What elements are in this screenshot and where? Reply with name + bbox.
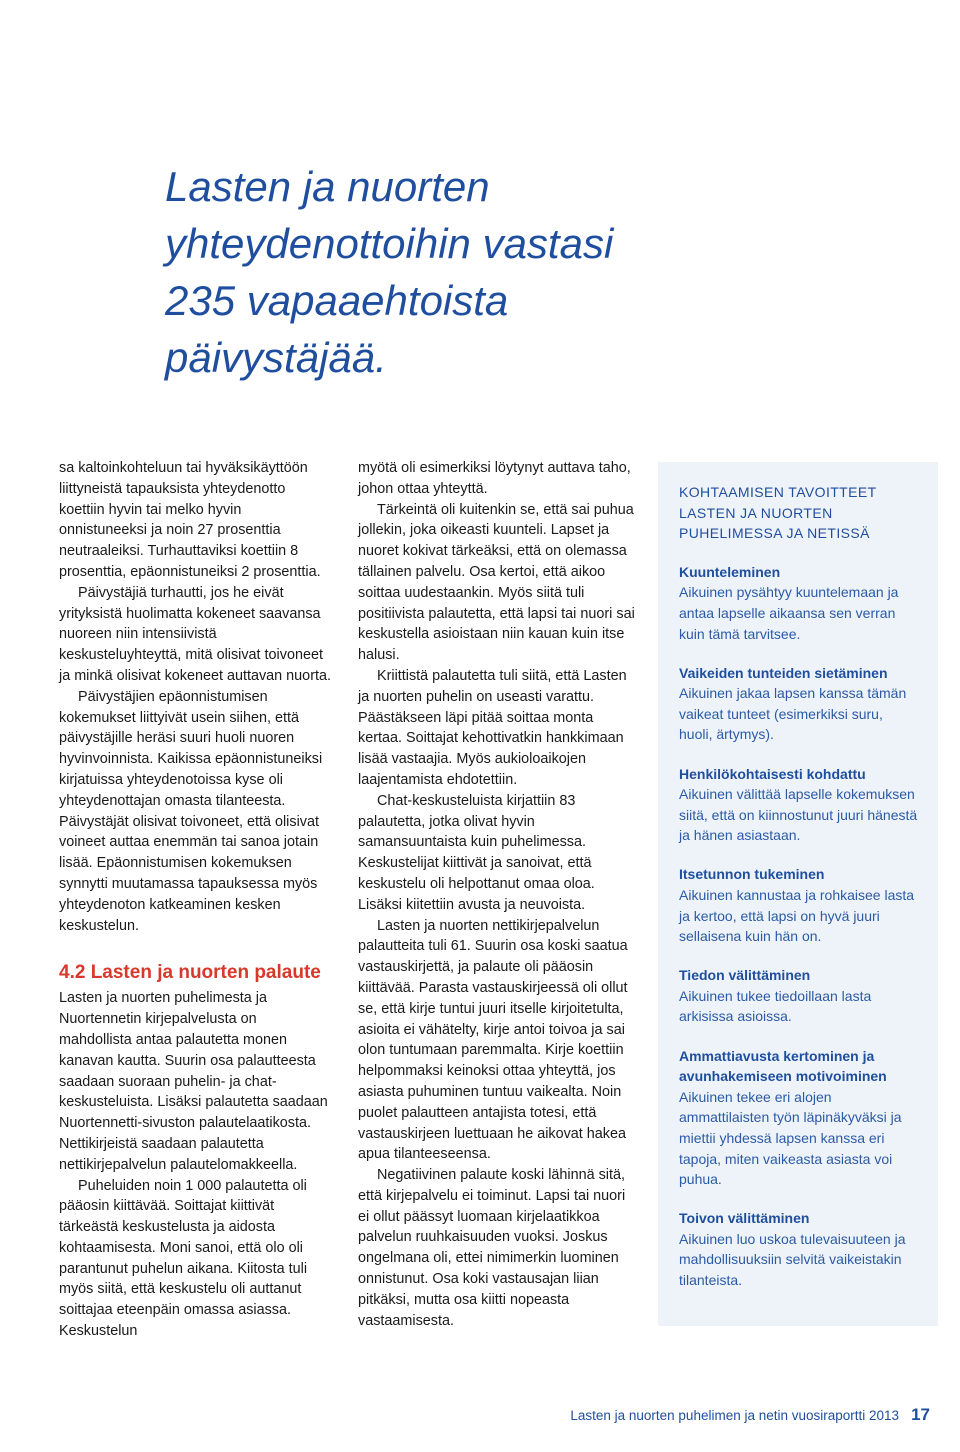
page-number: 17 bbox=[911, 1405, 930, 1424]
paragraph: Lasten ja nuorten nettikirjepalvelun palautteita tuli 61. Suurin osa koski saatua vastauskirjettä, ja palaute oli pääosin kiittävää. Parasta vastauskirjeessä oli ollut se, että kirje tuntui juuri itselle kirjoitetulta, asioita ei vähätelty, kirje antoi toivoa ja sai olon tuntumaan paremmalta. Kirje koettiin helpommaksi keinoksi ottaa yhteyttä, jos asiasta puhuminen tuntuu vaikealta. Noin puolet palautteen antajista totesi, että vastauskirjeen luettuaan he aikovat hakea apua tilanteeseensa. bbox=[358, 917, 628, 1163]
paragraph: Päivystäjien epäonnistumisen kokemukset liittyivät usein siihen, että päivystäjille heräsi suuri huoli nuoren hyvinvoinnista. Kaikissa epäonnistuneiksi kirjatuissa yhteydenotoissa kyse oli yhteydenottajan omasta tilanteesta. Päivystäjät olisivat toivoneet, että olisivat voineet auttaa enemmän tai sanoa jotain lisää. Epäonnistumisen kokemuksen synnytti muutamassa tapauksessa myös yhteydenoton katkeaminen kesken keskustelun. bbox=[59, 688, 323, 934]
sidebar-item-self-esteem bbox=[679, 864, 920, 946]
sidebar-title-line: PUHELIMESSA JA NETISSÄ bbox=[679, 525, 870, 542]
text-column-1 bbox=[59, 458, 331, 1342]
pull-quote bbox=[165, 158, 725, 386]
sidebar-item-heading: Itsetunnon tukeminen bbox=[679, 866, 825, 883]
sidebar-item-text: Aikuinen tukee tiedoillaan lasta arkisissa asioissa. bbox=[679, 987, 872, 1025]
sidebar-item-heading: Kuunteleminen bbox=[679, 563, 781, 580]
paragraph: sa kaltoinkohteluun tai hyväksikäyttöön liittyneistä tapauksista yhteydenotto koettiin hyvin tai melko hyvin onnistuneeksi ja noin 27 prosenttia neutraaleiksi. Turhauttaviksi koettiin 8 prosenttia, epäonnistuneiksi 2 prosenttia. bbox=[59, 460, 321, 580]
paragraph: Kriittistä palautetta tuli siitä, että Lasten ja nuorten puhelin on useasti varattu. Päästäkseen läpi pitää soittaa monta kertaa. Soittajat kehottivatkin hankkimaan lisää vastaajia. Myös aukioloaikojen laajentamista ehdotettiin. bbox=[358, 667, 627, 788]
sidebar-item-emotions bbox=[679, 663, 920, 745]
sidebar-title bbox=[679, 482, 920, 544]
section-heading: 4.2 Lasten ja nuorten palaute bbox=[59, 962, 321, 984]
page-footer bbox=[570, 1405, 930, 1425]
sidebar-item-text: Aikuinen pysähtyy kuuntelemaan ja antaa lapselle aikaansa sen verran kuin tämä tarvitsee. bbox=[679, 584, 899, 642]
sidebar-item-personal bbox=[679, 764, 920, 846]
sidebar-item-text: Aikuinen välittää lapselle kokemuksen siitä, että on kiinnostunut juuri hänestä ja hänen asiastaan. bbox=[679, 786, 918, 844]
sidebar-item-heading: Henkilökohtaisesti kohdattu bbox=[679, 765, 866, 782]
sidebar-title-line: KOHTAAMISEN TAVOITTEET bbox=[679, 484, 877, 500]
pull-quote-line: Lasten ja nuorten bbox=[165, 163, 490, 210]
paragraph: myötä oli esimerkiksi löytynyt auttava taho, johon ottaa yhteyttä. bbox=[358, 460, 631, 497]
sidebar-item-text: Aikuinen kannustaa ja rohkaisee lasta ja kertoo, että lapsi on hyvä juuri sellaisena kuin hän on. bbox=[679, 887, 915, 945]
paragraph: Puheluiden noin 1 000 palautetta oli pääosin kiittävää. Soittajat kiittivät tärkeästä keskustelusta ja aidosta kohtaamisesta. Moni sanoi, että olo oli parantunut puhelun aikana. Kiitosta tuli myös siitä, että keskustelu oli auttanut soittajaa eteenpäin omassa asiassa. Keskustelun bbox=[59, 1177, 308, 1340]
sidebar-item-heading: Toivon välittäminen bbox=[679, 1210, 810, 1227]
sidebar-item-information bbox=[679, 965, 920, 1027]
sidebar-item-heading: Ammattiavusta kertominen ja avunhakemiseen motivoiminen bbox=[679, 1047, 887, 1085]
paragraph: Tärkeintä oli kuitenkin se, että sai puhua jollekin, joka oikeasti kuunteli. Lapset ja nuoret kokivat tärkeäksi, että on olemassa tällainen palvelu. Osa kertoi, että aikoo soittaa uudestaankin. Myös siitä tuli positiivista palautetta, että lapsi tai nuori sai keskustella asioistaan niin kauan kuin itse halusi. bbox=[358, 501, 635, 664]
sidebar-title-line: LASTEN JA NUORTEN bbox=[679, 504, 833, 521]
sidebar-item-listening bbox=[679, 562, 920, 644]
paragraph: Lasten ja nuorten puhelimesta ja Nuortennetin kirjepalvelusta on mahdollista antaa palautetta monen kanavan kautta. Suurin osa palautteesta saadaan suoraan puhelin- ja chat-keskusteluista. Lisäksi palautetta saadaan Nuortennetti-sivuston palautelaatikosta. Nettikirjeistä saadaan palautetta nettikirjepalvelun palautelomakkeella. bbox=[59, 990, 328, 1173]
pull-quote-line: 235 vapaaehtoista bbox=[165, 277, 509, 324]
sidebar-item-heading: Vaikeiden tunteiden sietäminen bbox=[679, 664, 888, 681]
footer-text: Lasten ja nuorten puhelimen ja netin vuosiraportti 2013 bbox=[570, 1408, 900, 1423]
sidebar-item-hope bbox=[679, 1208, 920, 1290]
sidebar-item-text: Aikuinen tekee eri alojen ammattilaisten työn läpinäkyväksi ja miettii yhdessä lapsen kanssa eri tapoja, miten vaikeasta asiasta voi puhua. bbox=[679, 1088, 902, 1188]
pull-quote-line: päivystäjää. bbox=[165, 334, 387, 381]
sidebar-box bbox=[658, 462, 938, 1326]
paragraph: Chat-keskusteluista kirjattiin 83 palautetta, jotka olivat hyvin samansuuntaista kuin puhelimessa. Keskustelijat kiittivät ja sanoivat, että keskustelu oli helpottanut omaa oloa. Lisäksi kiitettiin avusta ja neuvoista. bbox=[358, 792, 595, 913]
sidebar-item-text: Aikuinen luo uskoa tulevaisuuteen ja mahdollisuuksiin selvitä vaikeistakin tilanteista. bbox=[679, 1230, 906, 1288]
sidebar-item-text: Aikuinen jakaa lapsen kanssa tämän vaikeat tunteet (esimerkiksi suru, huoli, ärtymys). bbox=[679, 685, 907, 743]
text-column-2 bbox=[358, 458, 640, 1331]
paragraph: Päivystäjiä turhautti, jos he eivät yrityksistä huolimatta kokeneet saavansa nuoreen niin intensiivistä keskusteluyhteyttä, mitä olisivat toivoneet ja minkä olisivat kokeneet auttavan nuorta. bbox=[59, 584, 331, 684]
sidebar-item-heading: Tiedon välittäminen bbox=[679, 967, 811, 984]
paragraph: Negatiivinen palaute koski lähinnä sitä, että kirjepalvelu ei toiminut. Lapsi tai nuori ei ollut päässyt luomaan kirjelaatikkoa palvelun ruuhkaisuuden vuoksi. Joskus ongelmana oli, ettei nimimerkin luominen onnistunut. Osa koki vastausajan liian pitkäksi, mutta osa kiitti nopeasta vastaamisesta. bbox=[358, 1167, 626, 1329]
pull-quote-line: yhteydenottoihin vastasi bbox=[165, 220, 614, 267]
sidebar-item-professional-help bbox=[679, 1046, 920, 1190]
